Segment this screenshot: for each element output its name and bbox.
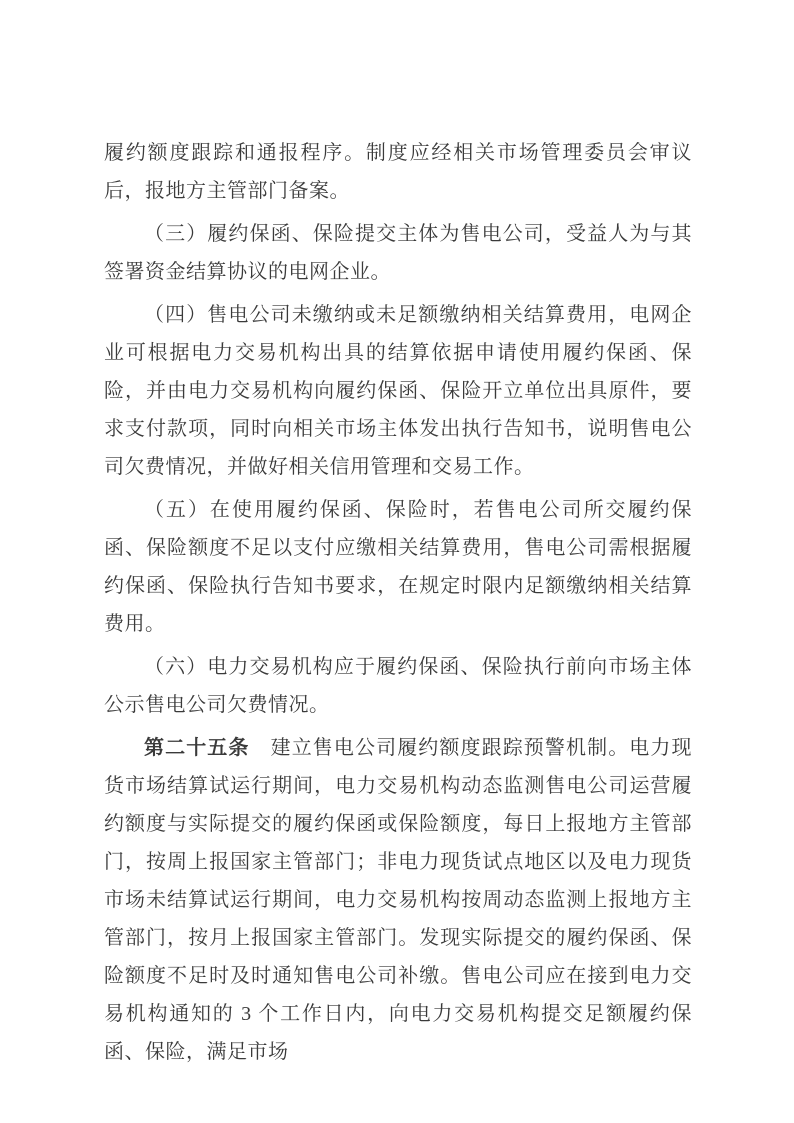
article-number-bold: 第二十五条	[144, 737, 250, 759]
paragraph-item-6	[104, 648, 692, 724]
paragraph-item-4	[104, 296, 692, 486]
paragraph-continuation	[104, 134, 692, 210]
paragraph-text: （三）履约保函、保险提交主体为售电公司，受益人为与其签署资金结算协议的电网企业。	[104, 223, 692, 283]
paragraph-item-3	[104, 215, 692, 291]
paragraph-text: （四）售电公司未缴纳或未足额缴纳相关结算费用，电网企业可根据电力交易机构出具的结算依据申请使用履约保函、保险，并由电力交易机构向履约保函、保险开立单位出具原件，要求支付款项，同时向相关市场主体发出执行告知书，说明售电公司欠费情况，并做好相关信用管理和交易工作。	[104, 304, 692, 478]
paragraph-text: （六）电力交易机构应于履约保函、保险执行前向市场主体公示售电公司欠费情况。	[104, 656, 692, 716]
document-content	[104, 134, 692, 1076]
paragraph-text: 履约额度跟踪和通报程序。制度应经相关市场管理委员会审议后，报地方主管部门备案。	[104, 142, 692, 202]
paragraph-text: （五）在使用履约保函、保险时，若售电公司所交履约保函、保险额度不足以支付应缴相关结算费用，售电公司需根据履约保函、保险执行告知书要求，在规定时限内足额缴纳相关结算费用。	[104, 499, 692, 635]
paragraph-article-25	[104, 729, 692, 1071]
paragraph-item-5	[104, 491, 692, 643]
paragraph-text: 建立售电公司履约额度跟踪预警机制。电力现货市场结算试运行期间，电力交易机构动态监测售电公司运营履约额度与实际提交的履约保函或保险额度，每日上报地方主管部门，按周上报国家主管部门；非电力现货试点地区以及电力现货市场未结算试运行期间，电力交易机构按周动态监测上报地方主管部门，按月上报国家主管部门。发现实际提交的履约保函、保险额度不足时及时通知售电公司补缴。售电公司应在接到电力交易机构通知的 3 个工作日内，向电力交易机构提交足额履约保函、保险，满足市场	[104, 737, 692, 1063]
